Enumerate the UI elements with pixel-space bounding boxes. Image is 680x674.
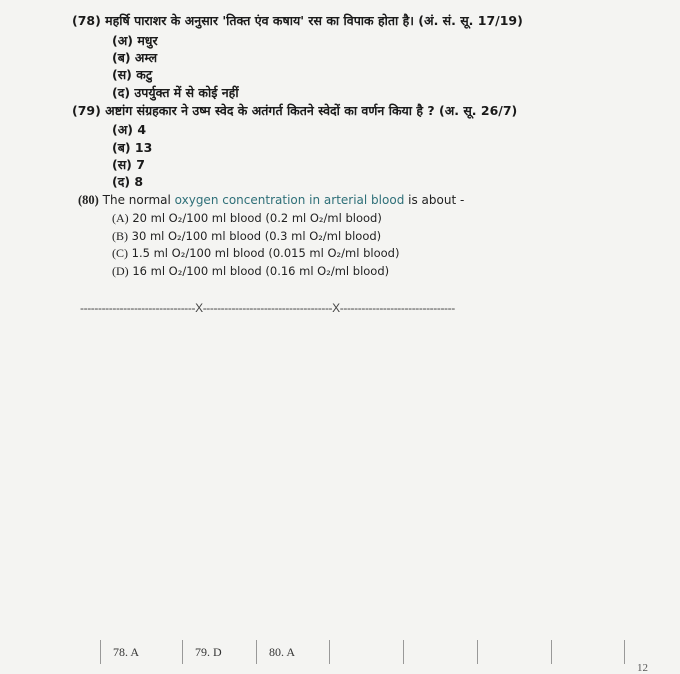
- answer-cell: 78. A: [100, 640, 182, 664]
- q80-option-c: [112, 246, 399, 261]
- question-78: (78) महर्षि पाराशर के अनुसार 'तिक्त एंव कषाय' रस का विपाक होता है। (अं. सं. सू. 17/19): [72, 13, 523, 28]
- divider-x-mark-2: X: [332, 301, 340, 315]
- answer-cell: 80. A: [256, 640, 329, 664]
- question-79: (79) अष्टांग संग्रहकार ने उष्म स्वेद के अतंगर्त कितने स्वेदों का वर्णन किया है ? (अ. सू. 26/7): [72, 103, 518, 118]
- question-80: [78, 193, 464, 208]
- q79-option-a: (अ) 4: [112, 122, 147, 137]
- q80-option-b-label: (B): [112, 229, 128, 243]
- q80-option-a-text: 20 ml O₂/100 ml blood (0.2 ml O₂/ml blood): [132, 211, 382, 225]
- q79-option-b: (ब) 13: [112, 140, 153, 155]
- q80-option-b: [112, 229, 381, 244]
- q80-option-d-text: 16 ml O₂/100 ml blood (0.16 ml O₂/ml blood): [132, 264, 390, 278]
- answer-cell: [403, 640, 477, 664]
- answer-key-table: [100, 640, 626, 664]
- q79-option-d: (द) 8: [112, 174, 144, 189]
- divider-dashes-middle: ------------------------------------: [202, 301, 333, 315]
- divider-dashes-right: --------------------------------: [339, 301, 455, 315]
- q80-text-after: is about -: [404, 193, 465, 207]
- divider-dashes-left: --------------------------------: [80, 301, 196, 315]
- answer-cell: [551, 640, 625, 664]
- q80-number: (80): [78, 193, 99, 207]
- q79-option-c: (स) 7: [112, 157, 145, 172]
- answer-cell: [329, 640, 403, 664]
- q80-option-c-text: 1.5 ml O₂/100 ml blood (0.015 ml O₂/ml blood): [131, 246, 400, 260]
- answer-cell: 79. D: [182, 640, 256, 664]
- q80-option-b-text: 30 ml O₂/100 ml blood (0.3 ml O₂/ml blood): [131, 229, 382, 243]
- q78-option-c: (स) कटु: [112, 67, 153, 82]
- q80-highlight: oxygen concentration in arterial blood: [174, 193, 405, 207]
- q80-option-a-label: (A): [112, 211, 129, 225]
- q78-option-b: (ब) अम्ल: [112, 50, 158, 65]
- section-divider: [80, 301, 625, 315]
- q80-text-before: The normal: [98, 193, 175, 207]
- page-number: 12: [637, 662, 648, 674]
- q80-option-a: [112, 211, 382, 226]
- q78-option-d: (द) उपर्युक्त में से कोई नहीं: [112, 85, 239, 100]
- divider-x-mark-1: X: [195, 301, 203, 315]
- answer-cell: [477, 640, 551, 664]
- q78-option-a: (अ) मधुर: [112, 33, 158, 48]
- q80-option-c-label: (C): [112, 246, 128, 260]
- q80-option-d: [112, 264, 389, 279]
- q80-option-d-label: (D): [112, 264, 129, 278]
